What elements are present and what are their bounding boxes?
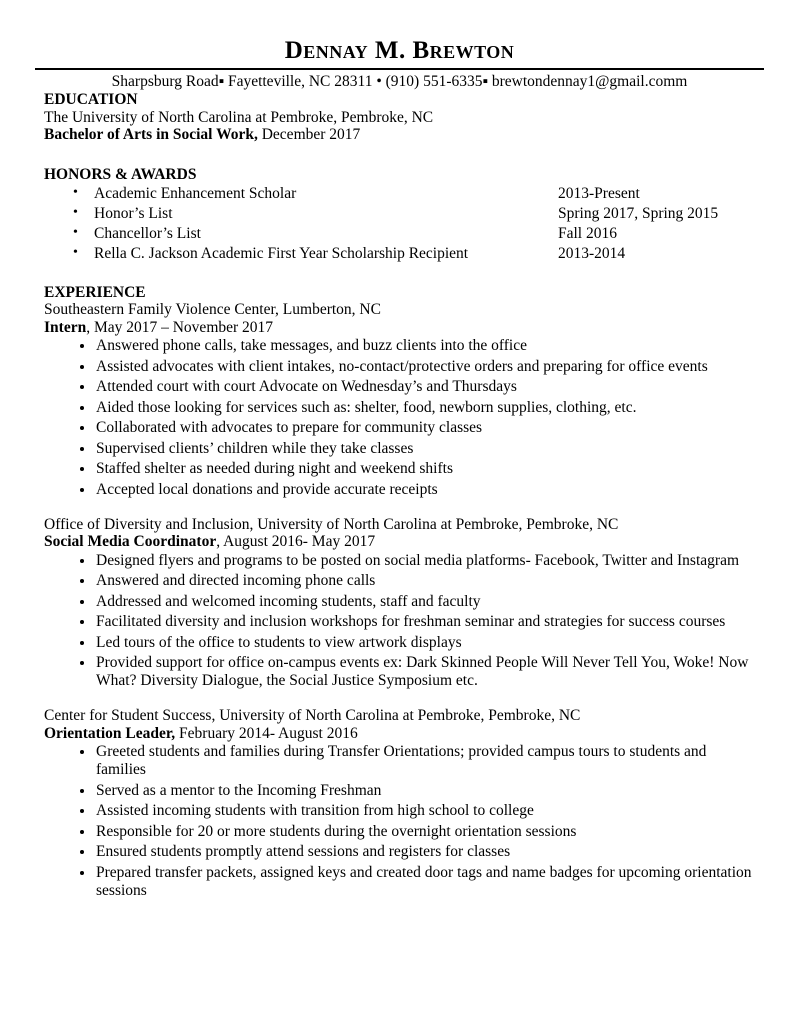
job-dates: , August 2016- May 2017 <box>216 533 376 550</box>
name-rule <box>35 34 764 70</box>
job-dates: , May 2017 – November 2017 <box>86 318 274 336</box>
honor-label: Honor’s List <box>94 205 173 222</box>
job-bullets <box>44 337 755 499</box>
job-title-line <box>44 533 755 551</box>
honor-label: Academic Enhancement Scholar <box>94 185 297 202</box>
bullet-item: • Assisted advocates with client intakes, no-contact/protective orders and preparing for office events <box>95 358 755 376</box>
job-title: Social Media Coordinator <box>44 533 217 550</box>
bullet-item: • Attended court with court Advocate on Wednesday’s and Thursdays <box>95 378 755 396</box>
bullet-item: • Staffed shelter as needed during night and weekend shifts <box>95 460 755 478</box>
section-education <box>44 91 755 144</box>
honor-item <box>94 205 755 223</box>
bullet-item: • Ensured students promptly attend sessions and registers for classes <box>95 843 755 861</box>
education-heading: EDUCATION <box>44 91 138 108</box>
honor-date: 2013-2014 <box>558 245 626 262</box>
honors-heading: HONORS & AWARDS <box>44 165 197 183</box>
experience-heading: EXPERIENCE <box>44 283 146 301</box>
honor-label: Chancellor’s List <box>94 225 201 242</box>
honor-date: 2013-Present <box>558 185 640 202</box>
job-block-sfvc <box>44 301 755 499</box>
education-degree: Bachelor of Arts in Social Work, <box>44 126 258 143</box>
job-title-line <box>44 725 755 743</box>
section-honors <box>44 166 755 263</box>
bullet-item: • Served as a mentor to the Incoming Freshman <box>95 782 755 800</box>
bullet-item: • Prepared transfer packets, assigned keys and created door tags and name badges for upcoming orientation sessions <box>95 864 755 900</box>
job-bullets <box>44 552 755 691</box>
bullet-item: • Collaborated with advocates to prepare for community classes <box>95 419 755 437</box>
bullet-item: • Answered and directed incoming phone calls <box>95 572 755 590</box>
honor-item <box>94 225 755 243</box>
bullet-item: • Greeted students and families during Transfer Orientations; provided campus tours to students and families <box>95 743 755 779</box>
education-school: The University of North Carolina at Pembroke, Pembroke, NC <box>44 108 434 126</box>
bullet-item: • Led tours of the office to students to view artwork displays <box>95 634 755 652</box>
resume-header <box>44 34 755 91</box>
honors-list <box>44 185 755 263</box>
contact-line: Sharpsburg Road▪ Fayetteville, NC 28311 • (910) 551-6335▪ brewtondennay1@gmail.comm <box>111 73 688 90</box>
bullet-item: • Addressed and welcomed incoming students, staff and faculty <box>95 593 755 611</box>
section-experience <box>44 284 755 900</box>
education-degree-line <box>44 126 755 144</box>
bullet-item: • Accepted local donations and provide accurate receipts <box>95 481 755 499</box>
bullet-item: • Designed flyers and programs to be posted on social media platforms- Facebook, Twitter and Instagram <box>95 552 755 570</box>
bullet-item: • Answered phone calls, take messages, and buzz clients into the office <box>95 337 755 355</box>
bullet-item: • Provided support for office on-campus events ex: Dark Skinned People Will Never Tell You, Woke! Now What? Diversity Dialogue, the Social Justice Symposium etc. <box>95 654 755 690</box>
honor-date: Spring 2017, Spring 2015 <box>558 205 719 222</box>
job-org: Southeastern Family Violence Center, Lumberton, NC <box>44 301 381 318</box>
job-block-diversity-office <box>44 516 755 691</box>
bullet-item: • Supervised clients’ children while they take classes <box>95 440 755 458</box>
job-title: Orientation Leader, <box>44 724 176 742</box>
job-org: Center for Student Success, University of North Carolina at Pembroke, Pembroke, NC <box>44 707 581 724</box>
job-block-student-success <box>44 707 755 900</box>
bullet-item: • Facilitated diversity and inclusion workshops for freshman seminar and strategies for success courses <box>95 613 755 631</box>
education-graduation-date: December 2017 <box>257 126 361 143</box>
job-title: Intern <box>44 318 87 336</box>
job-dates: February 2014- August 2016 <box>175 724 358 742</box>
bullet-item: • Responsible for 20 or more students during the overnight orientation sessions <box>95 823 755 841</box>
honor-date: Fall 2016 <box>558 225 617 242</box>
job-org: Office of Diversity and Inclusion, University of North Carolina at Pembroke, Pembroke, NC <box>44 515 619 533</box>
job-title-line <box>44 319 755 337</box>
bullet-item: • Assisted incoming students with transition from high school to college <box>95 802 755 820</box>
honor-label: Rella C. Jackson Academic First Year Scholarship Recipient <box>94 245 469 262</box>
job-bullets <box>44 743 755 900</box>
honor-item <box>94 245 755 263</box>
resume-name: Dennay M. Brewton <box>284 37 515 64</box>
honor-item <box>94 185 755 203</box>
bullet-item: • Aided those looking for services such as: shelter, food, newborn supplies, clothing, etc. <box>95 399 755 417</box>
